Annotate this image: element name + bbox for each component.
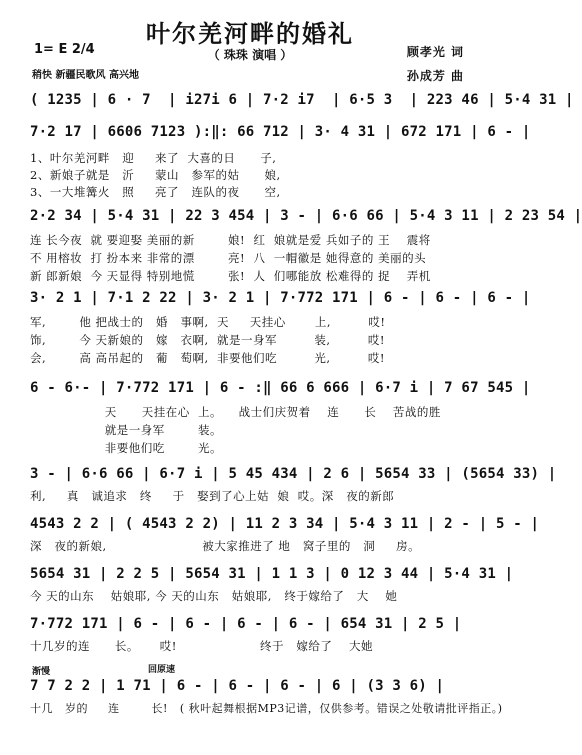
lyric-line: 不 用榕妆 打 扮本来 非常的漂 亮! 八 一帽徽是 她得意的 美丽的头 <box>30 251 427 265</box>
notation-line: ( 1235 | 6 · 7 | i27i 6 | 7·2 i7 | 6·5 3 | 223 46 | 5·4 31 | <box>30 92 574 108</box>
lyric-line: 就是一身军 装。 <box>30 423 223 437</box>
lyricist-credit: 顾孝光 词 <box>406 45 464 59</box>
lyric-line: 利, 真 诚追求 终 于 娶到了心上姑 娘 哎。深 夜的新郎 <box>30 489 395 503</box>
tempo-marking: 稍快 新疆民歌风 高兴地 <box>32 70 139 81</box>
notation-line: 3 - | 6·6 66 | 6·7 i | 5 45 434 | 2 6 | 5654 33 | (5654 33) | <box>30 466 557 482</box>
lyric-line: 3、一大堆篝火 照 亮了 连队的夜 空, <box>30 185 281 199</box>
notation-line: 4543 2 2 | ( 4543 2 2) | 11 2 3 34 | 5·4 3 11 | 2 - | 5 - | <box>30 516 540 532</box>
lyric-line: 天 天挂在心 上。 战士们庆贺着 连 长 苦战的胜 <box>30 405 441 419</box>
ritardando-marking: 渐慢 <box>32 667 51 677</box>
lyric-line: 连 长今夜 就 要迎娶 美丽的新 娘! 红 娘就是爱 兵如子的 王 震将 <box>30 233 431 247</box>
lyric-line: 1、叶尔羌河畔 迎 来了 大喜的日 子, <box>30 151 277 165</box>
a-tempo-marking: 回原速 <box>148 665 176 675</box>
lyric-line: 饰, 今 天新娘的 嫁 衣啊, 就是一身军 装, 哎! <box>30 333 386 347</box>
lyric-line: 会, 高 高吊起的 葡 萄啊, 非要他们吃 光, 哎! <box>30 351 386 365</box>
lyric-line: 2、新娘子就是 沂 蒙山 参军的姑 娘, <box>30 168 281 182</box>
credits <box>407 40 464 88</box>
notation-line: 6 - 6·- | 7·772 171 | 6 - :‖ 66 6 666 | 6·7 i | 7 67 545 | <box>30 380 531 396</box>
notation-line: 2·2 34 | 5·4 31 | 22 3 454 | 3 - | 6·6 66 | 5·4 3 11 | 2 23 54 | <box>30 208 582 224</box>
lyric-line: 新 郎新娘 今 天显得 特别地慌 张! 人 们哪能放 松难得的 捉 弄机 <box>30 269 431 283</box>
notation-line: 7·772 171 | 6 - | 6 - | 6 - | 6 - | 654 31 | 2 5 | <box>30 616 462 632</box>
composer-credit: 孙成芳 曲 <box>406 69 464 83</box>
lyric-line: 深 夜的新娘, 被大家推进了 地 窝子里的 洞 房。 <box>30 539 421 553</box>
lyric-line: 军, 他 把战士的 婚 事啊, 天 天挂心 上, 哎! <box>30 315 386 329</box>
notation-line: 3· 2 1 | 7·1 2 22 | 3· 2 1 | 7·772 171 | 6 - | 6 - | 6 - | <box>30 290 531 306</box>
lyric-line: 今 天的山东 姑娘耶, 今 天的山东 姑娘耶, 终于嫁给了 大 她 <box>30 589 398 603</box>
song-subtitle: （ 珠珠 演唱 ） <box>207 48 293 62</box>
song-title: 叶尔羌河畔的婚礼 <box>146 20 354 48</box>
key-signature: 1= E 2/4 <box>34 42 95 57</box>
notation-line: 7·2 17 | 6606 7123 ):‖: 66 712 | 3· 4 31 | 672 171 | 6 - | <box>30 124 531 140</box>
lyric-line: 十几岁的连 长。 哎! 终于 嫁给了 大她 <box>30 639 374 653</box>
notation-line: 7 7 2 2 | 1 71 | 6 - | 6 - | 6 - | 6 | (3 3 6) | <box>30 678 445 694</box>
lyric-line: 非要他们吃 光。 <box>30 441 223 455</box>
notation-line: 5654 31 | 2 2 5 | 5654 31 | 1 1 3 | 0 12 3 44 | 5·4 31 | <box>30 566 514 582</box>
lyric-line: 十几 岁的 连 长! ( 秋叶起舞根据MP3记谱，仅供参考。错误之处敬请批评指正。) <box>30 702 503 715</box>
